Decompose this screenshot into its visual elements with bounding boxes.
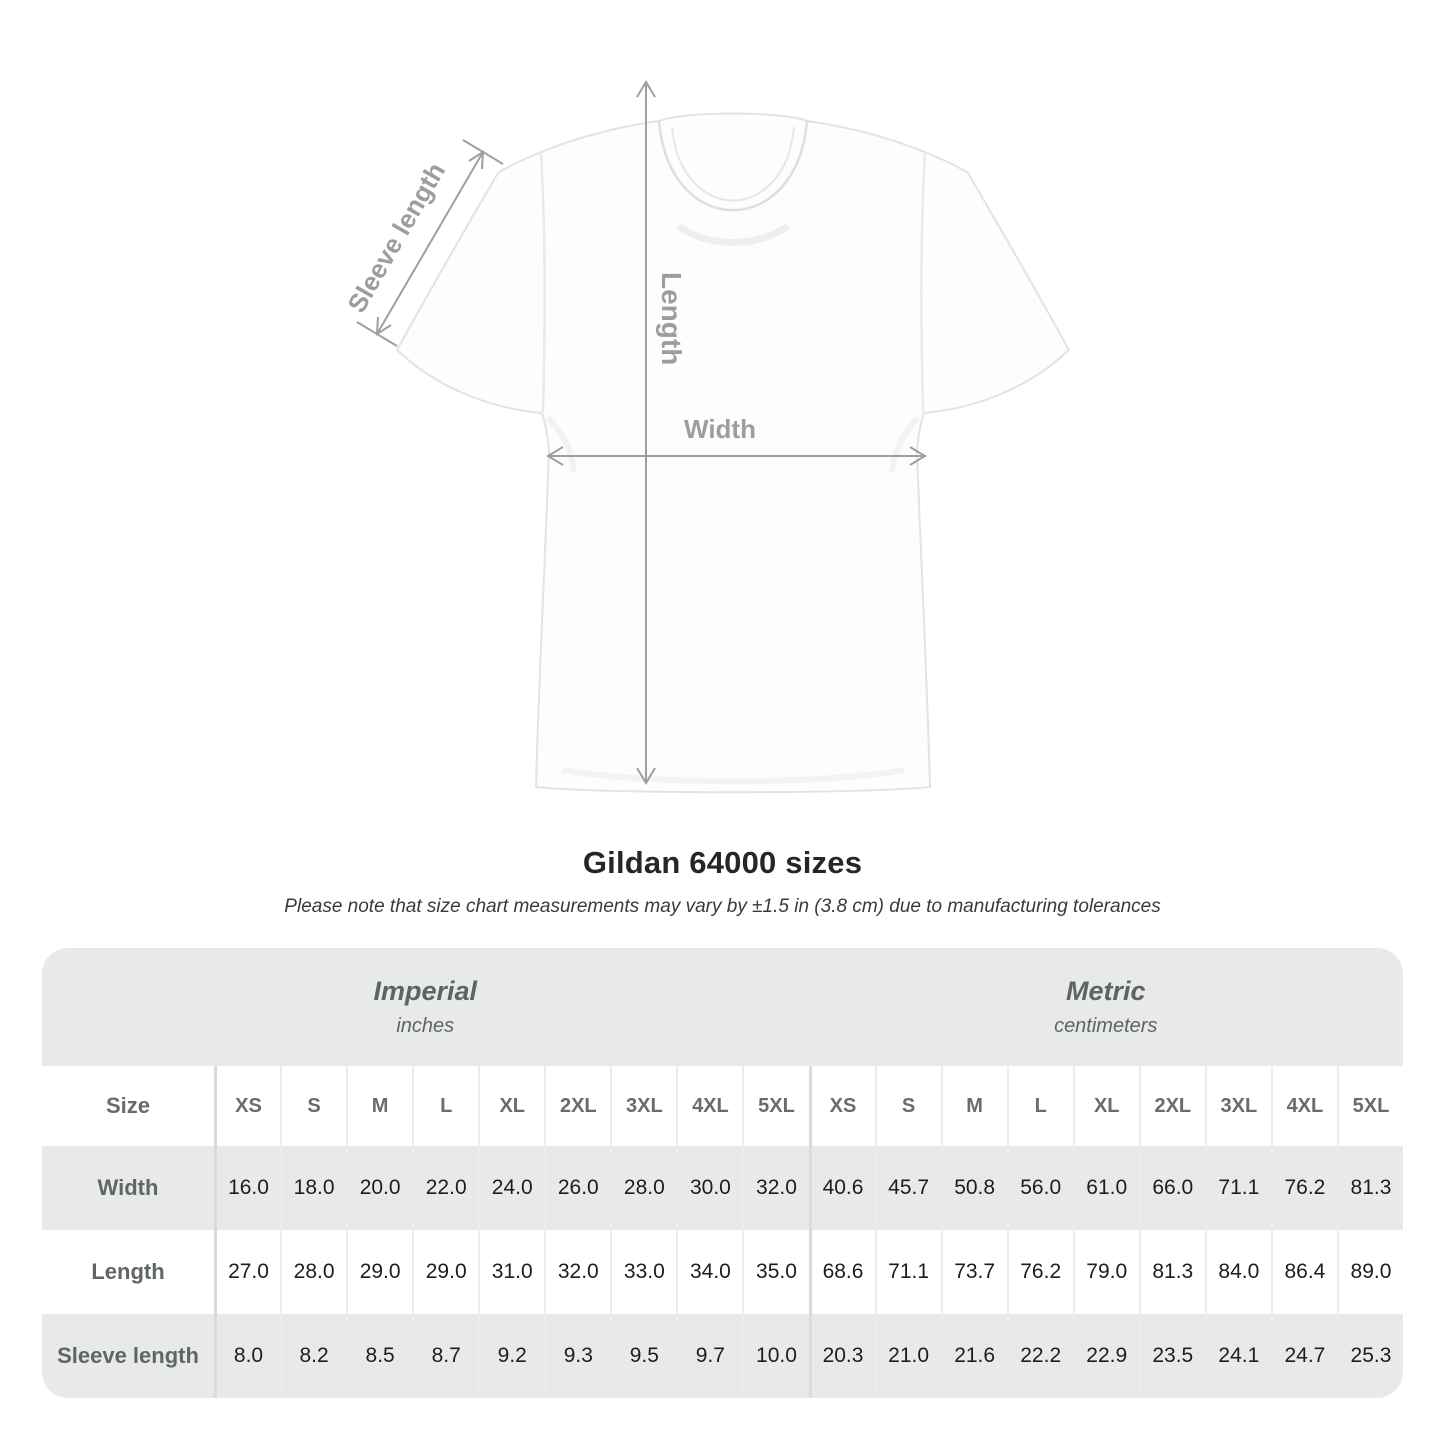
value-cell: 8.5 (346, 1314, 412, 1398)
value-cell: 18.0 (280, 1146, 346, 1230)
value-cell: 21.0 (875, 1314, 941, 1398)
value-cell: 32.0 (544, 1230, 610, 1314)
row-label: Width (42, 1146, 214, 1230)
value-cell: 66.0 (1139, 1146, 1205, 1230)
value-cell: 73.7 (941, 1230, 1007, 1314)
row-label: Length (42, 1230, 214, 1314)
sleeve-length-arrow-label: Sleeve length (341, 157, 452, 318)
size-col-header: S (875, 1066, 941, 1146)
value-cell: 9.3 (544, 1314, 610, 1398)
size-col-header: 3XL (610, 1066, 676, 1146)
size-col-header: 5XL (1337, 1066, 1403, 1146)
tshirt-image (397, 114, 1069, 793)
value-cell: 25.3 (1337, 1314, 1403, 1398)
value-cell: 22.0 (412, 1146, 478, 1230)
value-cell: 71.1 (1205, 1146, 1271, 1230)
size-col-header: 4XL (676, 1066, 742, 1146)
length-arrow-label: Length (656, 272, 687, 366)
size-col-header: XS (214, 1066, 280, 1146)
value-cell: 61.0 (1073, 1146, 1139, 1230)
value-cell: 9.7 (676, 1314, 742, 1398)
imperial-title: Imperial (373, 976, 478, 1006)
value-cell: 20.0 (346, 1146, 412, 1230)
value-cell: 33.0 (610, 1230, 676, 1314)
value-cell: 34.0 (676, 1230, 742, 1314)
size-col-header: S (280, 1066, 346, 1146)
page-title: Gildan 64000 sizes (582, 845, 863, 880)
value-cell: 10.0 (742, 1314, 808, 1398)
imperial-unit-header (42, 948, 809, 1066)
value-cell: 8.7 (412, 1314, 478, 1398)
imperial-unit: inches (396, 1015, 455, 1037)
value-cell: 9.2 (478, 1314, 544, 1398)
size-col-header: M (941, 1066, 1007, 1146)
value-cell: 29.0 (412, 1230, 478, 1314)
value-cell: 71.1 (875, 1230, 941, 1314)
value-cell: 40.6 (809, 1146, 875, 1230)
value-cell: 26.0 (544, 1146, 610, 1230)
value-cell: 84.0 (1205, 1230, 1271, 1314)
size-col-header: 2XL (1139, 1066, 1205, 1146)
value-cell: 81.3 (1337, 1146, 1403, 1230)
tolerance-note: Please note that size chart measurements may vary by ±1.5 in (3.8 cm) due to manufacturing tolerances (284, 896, 1161, 917)
value-cell: 45.7 (875, 1146, 941, 1230)
value-cell: 76.2 (1007, 1230, 1073, 1314)
value-cell: 35.0 (742, 1230, 808, 1314)
value-cell: 81.3 (1139, 1230, 1205, 1314)
value-cell: 22.9 (1073, 1314, 1139, 1398)
size-col-header: 4XL (1271, 1066, 1337, 1146)
value-cell: 24.1 (1205, 1314, 1271, 1398)
size-chart-table (42, 948, 1403, 1398)
width-arrow-label: Width (684, 414, 756, 444)
value-cell: 27.0 (214, 1230, 280, 1314)
value-cell: 8.2 (280, 1314, 346, 1398)
value-cell: 79.0 (1073, 1230, 1139, 1314)
value-cell: 24.0 (478, 1146, 544, 1230)
value-cell: 31.0 (478, 1230, 544, 1314)
value-cell: 21.6 (941, 1314, 1007, 1398)
value-cell: 29.0 (346, 1230, 412, 1314)
size-col-header: 2XL (544, 1066, 610, 1146)
value-cell: 76.2 (1271, 1146, 1337, 1230)
row-label: Sleeve length (42, 1314, 214, 1398)
value-cell: 30.0 (676, 1146, 742, 1230)
value-cell: 68.6 (809, 1230, 875, 1314)
size-col-header: 3XL (1205, 1066, 1271, 1146)
value-cell: 32.0 (742, 1146, 808, 1230)
size-col-header: L (1007, 1066, 1073, 1146)
value-cell: 20.3 (809, 1314, 875, 1398)
value-cell: 23.5 (1139, 1314, 1205, 1398)
size-col-header: XL (478, 1066, 544, 1146)
value-cell: 16.0 (214, 1146, 280, 1230)
metric-unit: centimeters (1054, 1015, 1158, 1037)
size-col-header: 5XL (742, 1066, 808, 1146)
size-col-header: XL (1073, 1066, 1139, 1146)
value-cell: 89.0 (1337, 1230, 1403, 1314)
size-header-label: Size (42, 1066, 214, 1146)
size-col-header: L (412, 1066, 478, 1146)
value-cell: 8.0 (214, 1314, 280, 1398)
value-cell: 24.7 (1271, 1314, 1337, 1398)
metric-unit-header (809, 948, 1404, 1066)
size-col-header: XS (809, 1066, 875, 1146)
value-cell: 28.0 (280, 1230, 346, 1314)
metric-title: Metric (1065, 976, 1146, 1006)
size-col-header: M (346, 1066, 412, 1146)
value-cell: 22.2 (1007, 1314, 1073, 1398)
value-cell: 86.4 (1271, 1230, 1337, 1314)
value-cell: 9.5 (610, 1314, 676, 1398)
value-cell: 56.0 (1007, 1146, 1073, 1230)
value-cell: 50.8 (941, 1146, 1007, 1230)
value-cell: 28.0 (610, 1146, 676, 1230)
